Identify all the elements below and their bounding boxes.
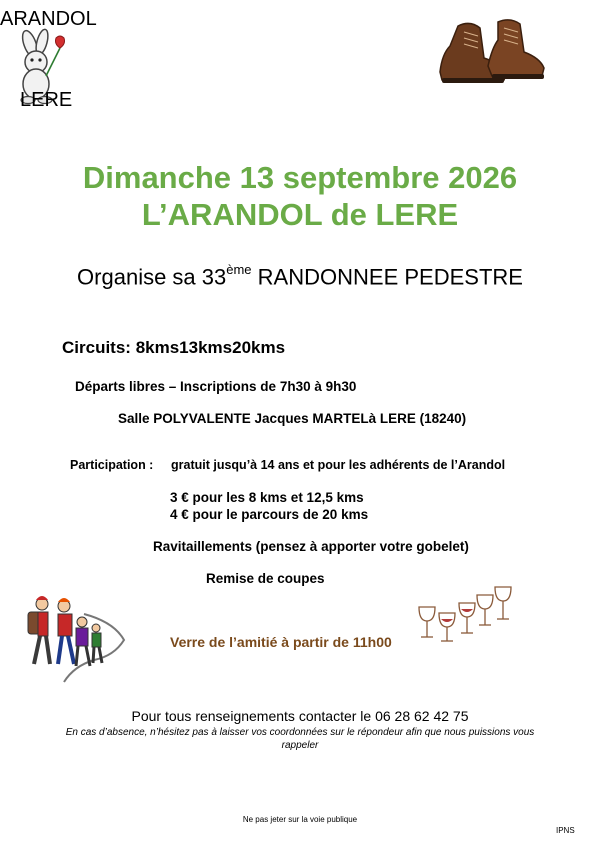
participation-free: gratuit jusqu’à 14 ans et pour les adhérents de l’Arandol [171, 458, 506, 472]
contact-line: Pour tous renseignements contacter le 06 28 62 42 75 [131, 708, 469, 724]
coupes-line: Remise de coupes [206, 571, 325, 586]
wine-glasses-icon [413, 585, 513, 647]
price-line-2: 4 € pour le parcours de 20 kms [170, 507, 369, 522]
organise-suffix: RANDONNEE PEDESTRE [257, 264, 523, 290]
event-date-title: Dimanche 13 septembre 2026 [82, 160, 518, 195]
circuits-label: Circuits: [62, 338, 131, 357]
circuits-line [62, 338, 285, 358]
price-line-1: 3 € pour les 8 kms et 12,5 kms [170, 490, 364, 505]
hikers-illustration-icon [14, 594, 129, 684]
organise-prefix: Organise sa 33 [77, 264, 227, 290]
hiking-boots-icon [430, 18, 545, 86]
departs-line: Départs libres – Inscriptions de 7h30 à 9h30 [75, 379, 357, 394]
club-title: L’ARANDOL de LERE [141, 197, 459, 232]
logo-text-top: ARANDOL [0, 8, 97, 30]
logo-text-bottom: LERE [20, 89, 73, 111]
circuits-values: 8kms13kms20kms [135, 338, 286, 357]
footer-note: Ne pas jeter sur la voie publique [242, 815, 358, 824]
ipns-label: IPNS [556, 826, 575, 835]
participation-label: Participation : [70, 458, 154, 472]
absence-note: En cas d’absence, n’hésitez pas à laisser vos coordonnées sur le répondeur afin que nous puissions vous rappeler [65, 727, 535, 751]
verre-amitie-line: Verre de l’amitié à partir de 11h00 [170, 634, 392, 650]
ravitaillements-line: Ravitaillements (pensez à apporter votre gobelet) [153, 539, 469, 554]
venue-line: Salle POLYVALENTE Jacques MARTELà LERE (18240) [118, 411, 467, 426]
organise-line [0, 264, 600, 290]
organise-superscript: ème [226, 262, 252, 277]
